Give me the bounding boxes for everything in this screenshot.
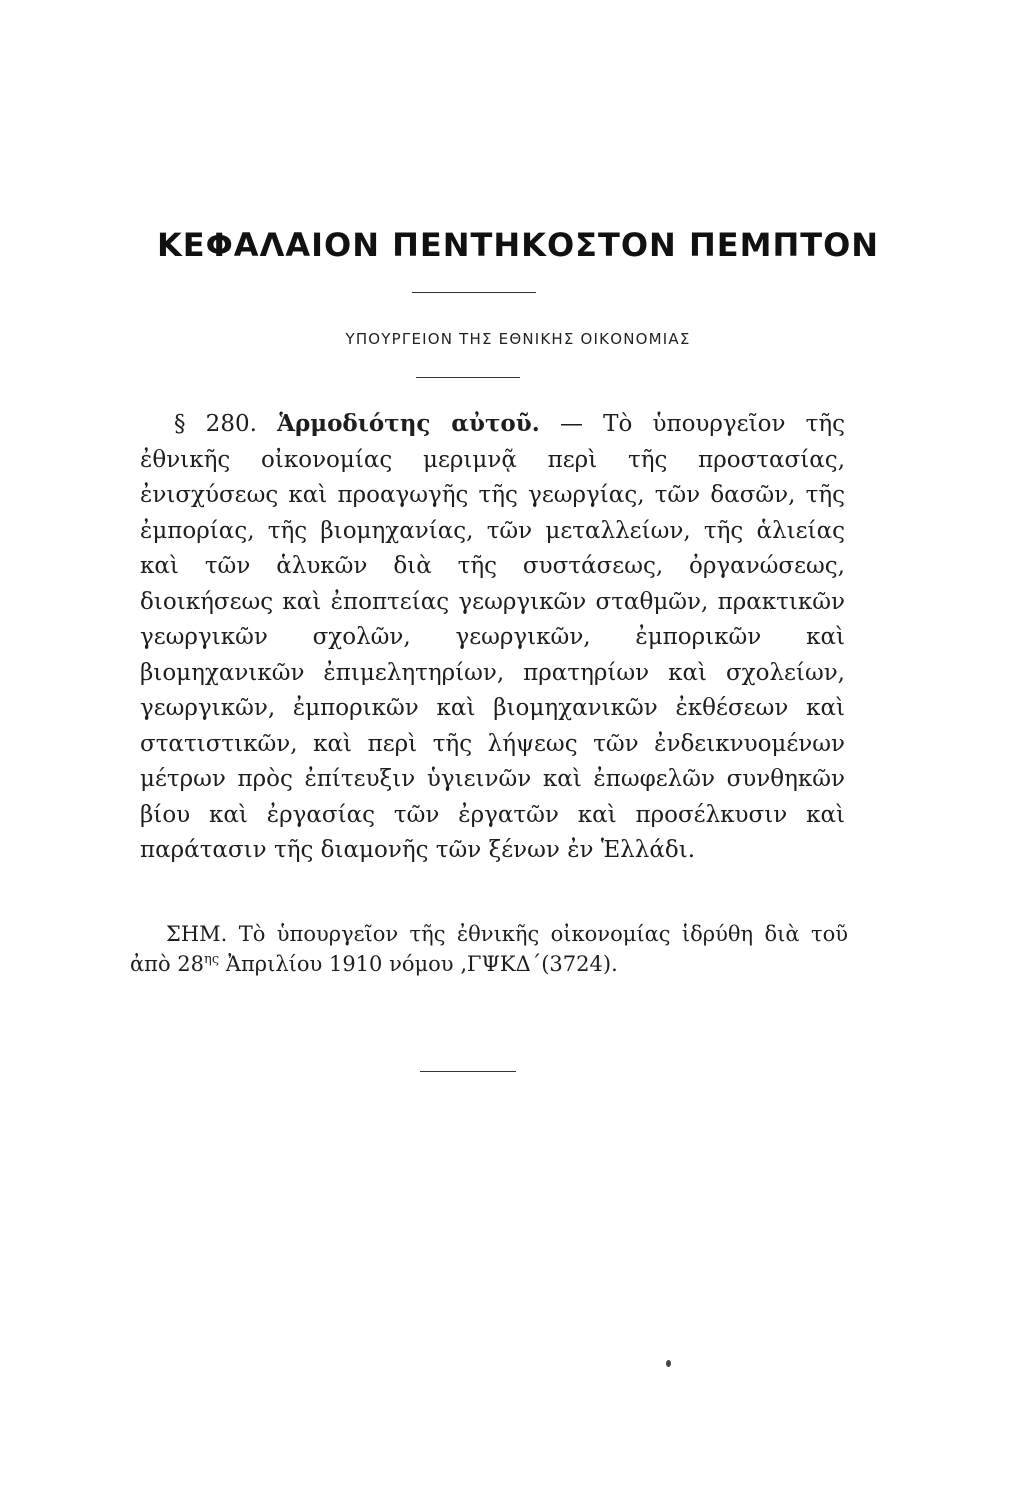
ink-speck	[666, 1360, 671, 1367]
section-body: — Τὸ ὑπουργεῖον τῆς ἐθνικῆς οἰκονομίας μεριμνᾷ περὶ τῆς προστασίας, ἐνισχύσεως καὶ προαγωγῆς τῆς γεωργίας, τῶν δασῶν, τῆς ἐμπορίας, τῆς βιομηχανίας, τῶν μεταλλείων, τῆς ἁλιείας καὶ τῶν ἁλυκῶν διὰ τῆς συστάσεως, ὀργανώσεως, διοικήσεως καὶ ἐποπτείας γεωργικῶν σταθμῶν, πρακτικῶν γεωργικῶν σχολῶν, γεωργικῶν, ἐμπορικῶν καὶ βιομηχανικῶν ἐπιμελητηρίων, πρατηρίων καὶ σχολείων, γεωργικῶν, ἐμπορικῶν καὶ βιομηχανικῶν ἐκθέσεων καὶ στατιστικῶν, καὶ περὶ τῆς λήψεως τῶν ἐνδεικνυομένων μέτρων πρὸς ἐπίτευξιν ὑγιεινῶν καὶ ἐπωφελῶν συνθηκῶν βίου καὶ ἐργασίας τῶν ἐργατῶν καὶ προσέλκυσιν καὶ παράτασιν τῆς διαμονῆς τῶν ξένων ἐν Ἑλλάδι.	[140, 411, 846, 863]
divider-middle	[416, 377, 520, 378]
section-number: § 280.	[174, 411, 257, 437]
ministry-heading: ΥΠΟΥΡΓΕΙΟΝ ΤΗΣ ΕΘΝΙΚΗΣ ΟΙΚΟΝΟΜΙΑΣ	[345, 330, 691, 348]
note-paragraph	[130, 919, 848, 979]
note-label: ΣΗΜ.	[166, 922, 228, 946]
section-paragraph	[140, 406, 845, 869]
chapter-title: ΚΕΦΑΛΑΙΟΝ ΠΕΝΤΗΚΟΣΤΟΝ ΠΕΜΠΤΟΝ	[156, 226, 880, 264]
section-heading: Ἁρμοδιότης αὐτοῦ.	[277, 410, 540, 437]
note-superscript: ης	[204, 952, 220, 967]
note-text-before: Τὸ ὑπουργεῖον τῆς ἐθνικῆς οἰκονομίας ἱδρύθη διὰ τοῦ ἀπὸ 28	[130, 922, 848, 976]
note-text-after: Ἀπριλίου 1910 νόμου ‚ΓΨΚΔ΄(3724).	[219, 952, 618, 976]
divider-bottom	[420, 1071, 516, 1072]
divider-top	[412, 292, 536, 293]
